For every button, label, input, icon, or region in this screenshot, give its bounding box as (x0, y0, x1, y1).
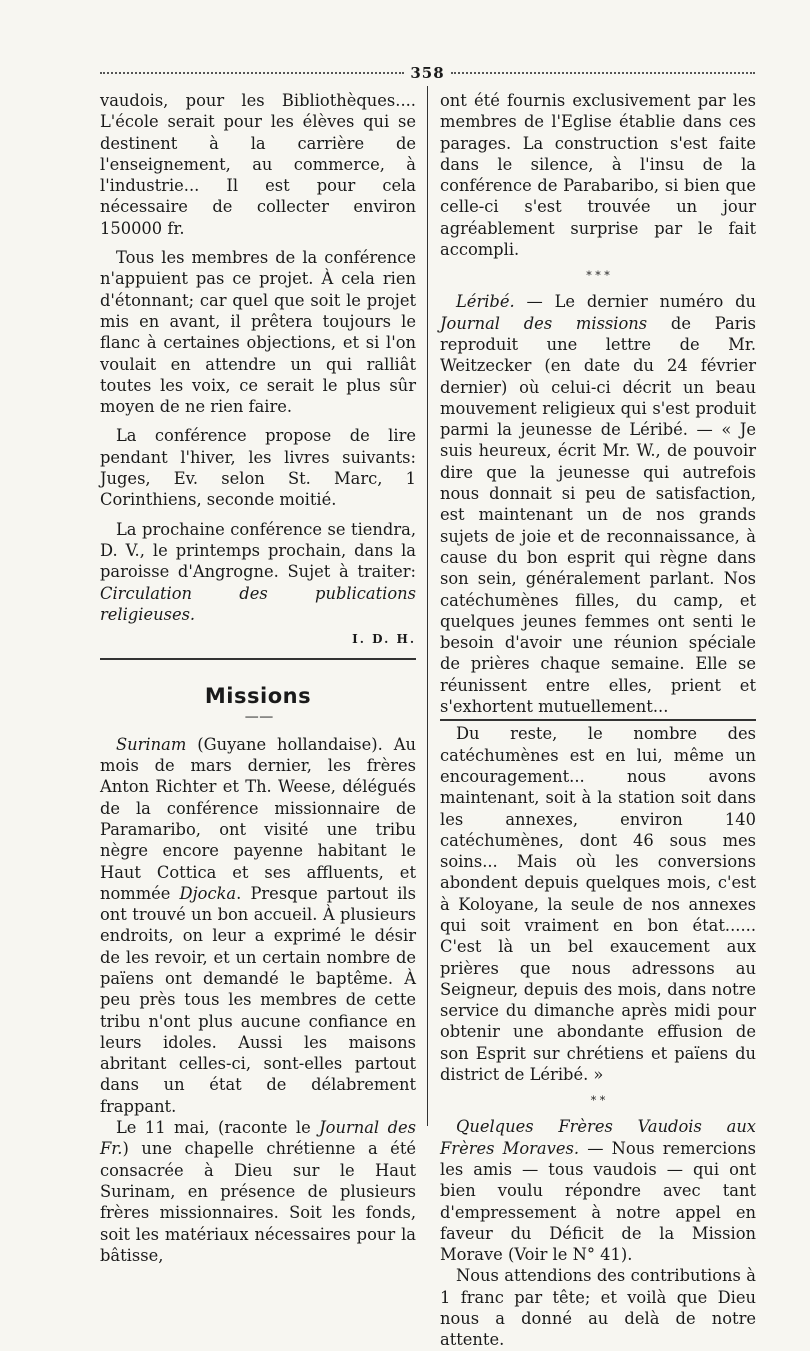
paragraph-text: La prochaine conférence se tiendra, D. V., le printemps prochain, dans la paroisse d'Angrogne. Sujet à traiter: (100, 519, 416, 582)
paragraph: Nous attendions des contributions à 1 franc par tête; et voilà que Dieu nous a donné au delà de notre attente. (440, 1266, 756, 1350)
paragraph-lead: Quelques Frères Vaudois aux Frères Moraves. (440, 1117, 756, 1158)
paragraph (100, 1117, 416, 1266)
paragraph (440, 1116, 756, 1265)
paragraph: La conférence propose de lire pendant l'hiver, les livres suivants: Juges, Ev. selon St. Marc, 1 Corinthiens, seconde moitié. (100, 426, 416, 510)
paragraph-text: . Presque partout ils ont trouvé un bon accueil. À plusieurs endroits, on leur a exprimé le désir de les revoir, et un certain nombre de païens ont demandé le baptême. À peu près tous les membres de cette tribu n'ont plus aucune confiance en leurs idoles. Aussi les maisons abritant celles-ci, sont-elles partout dans un état de délabrement frappant. (100, 883, 416, 1116)
right-column (440, 90, 756, 1351)
paragraph-lead: Léribé. (456, 292, 515, 312)
paragraph (440, 291, 756, 717)
paragraph: ont été fournis exclusivement par les membres de l'Eglise établie dans ces parages. La construction s'est faite dans le silence, à l'insu de la conférence de Parabaribo, si bien que celle-ci s'est trouvée un jour agréablement surprise par le fait accompli. (440, 91, 756, 260)
paragraph-lead: Surinam (116, 734, 187, 754)
paragraph-text: — Nous remercions les amis — tous vaudois — qui ont bien voulu répondre avec tant d'empressement à notre appel en faveur du Déficit de la Mission Morave (Voir le N° 41). (440, 1138, 756, 1265)
paragraph: Tous les membres de la conférence n'appuient pas ce projet. À cela rien d'étonnant; car quel que soit le projet mis en avant, il prêtera toujours le flanc à certaines objections, et si l'on voulait en attendre un qui ralliât toutes les voix, ce serait le plus sûr moyen de ne rien faire. (100, 248, 416, 417)
signature: I. D. H. (352, 632, 416, 647)
page-number: 358 (410, 64, 445, 82)
paragraph-text: ) une chapelle chrétienne a été consacrée à Dieu sur le Haut Surinam, en présence de plusieurs frères missionnaires. Soit les fonds, soit les matériaux nécessaires pour la bâtisse, (100, 1139, 416, 1265)
paragraph-text: de Paris reproduit une lettre de Mr. Weitzecker (en date du 24 février dernier) où celui-ci décrit un beau mouvement religieux qui s'est produit parmi la jeunesse de Léribé. — « Je suis heureux, écrit Mr. W., de pouvoir dire que la jeunesse qui autrefois nous donnait si peu de satisfaction, est maintenant un de nos grands sujets de joie et de reconnaissance, à cause du bon esprit qui règne dans son sein, généralement parlant. Nos catéchumènes filles, du camp, et quelques jeunes femmes ont senti le besoin d'avoir une réunion spéciale de prières chaque semaine. Elle se réunissent entre elles, prient et s'exhortent mutuellement... (440, 313, 756, 717)
paragraph (100, 734, 416, 1117)
section-rule (100, 658, 416, 660)
section-rule (440, 719, 756, 721)
paragraph-text: Le 11 mai, (raconte le (116, 1118, 320, 1138)
section-dash: — — (244, 708, 272, 725)
header-rule-left (100, 72, 404, 74)
paragraph: Du reste, le nombre des catéchumènes est en lui, même un encouragement... nous avons maintenant, soit à la station soit dans les annexes, environ 140 catéchumènes, dont 46 sous mes soins... Mais où les conversions abondent depuis quelques mois, c'est à Koloyane, la seule de nos annexes qui soit vraiment en bon état...... C'est là un bel exaucement aux prières que nous adressons au Seigneur, depuis des mois, dans notre service du dimanche après midi pour obtenir une abondante effusion de son Esprit sur chrétiens et païens du district de Léribé. » (440, 724, 756, 1085)
section-stars: * * * (586, 269, 610, 283)
paragraph-text: — Le dernier numéro du (514, 292, 756, 312)
page-header (100, 62, 755, 84)
paragraph: vaudois, pour les Bibliothèques.... L'école serait pour les élèves qui se destinent à la carrière de l'enseignement, au commerce, à l'industrie... Il est pour cela nécessaire de collecter environ 150000 fr. (100, 91, 416, 238)
paragraph-italic: Journal des Fr. (100, 1118, 416, 1159)
paragraph-italic: Journal des missions (440, 313, 648, 333)
section-stars: * * (590, 1094, 606, 1108)
header-rule-right (451, 72, 755, 74)
paragraph-text: (Guyane hollandaise). Au mois de mars dernier, les frères Anton Richter et Th. Weese, délégués de la conférence missionnaire de Paramaribo, ont visité une tribu nègre encore payenne habitant le Haut Cottica et ses affluents, et nommée (100, 734, 416, 903)
paragraph-italic: Circulation des publications religieuses. (100, 583, 416, 624)
section-title: Missions (204, 684, 312, 709)
column-divider (427, 86, 428, 1126)
paragraph (100, 519, 416, 625)
left-column (100, 90, 416, 1266)
paragraph-italic: Djocka (179, 883, 237, 903)
